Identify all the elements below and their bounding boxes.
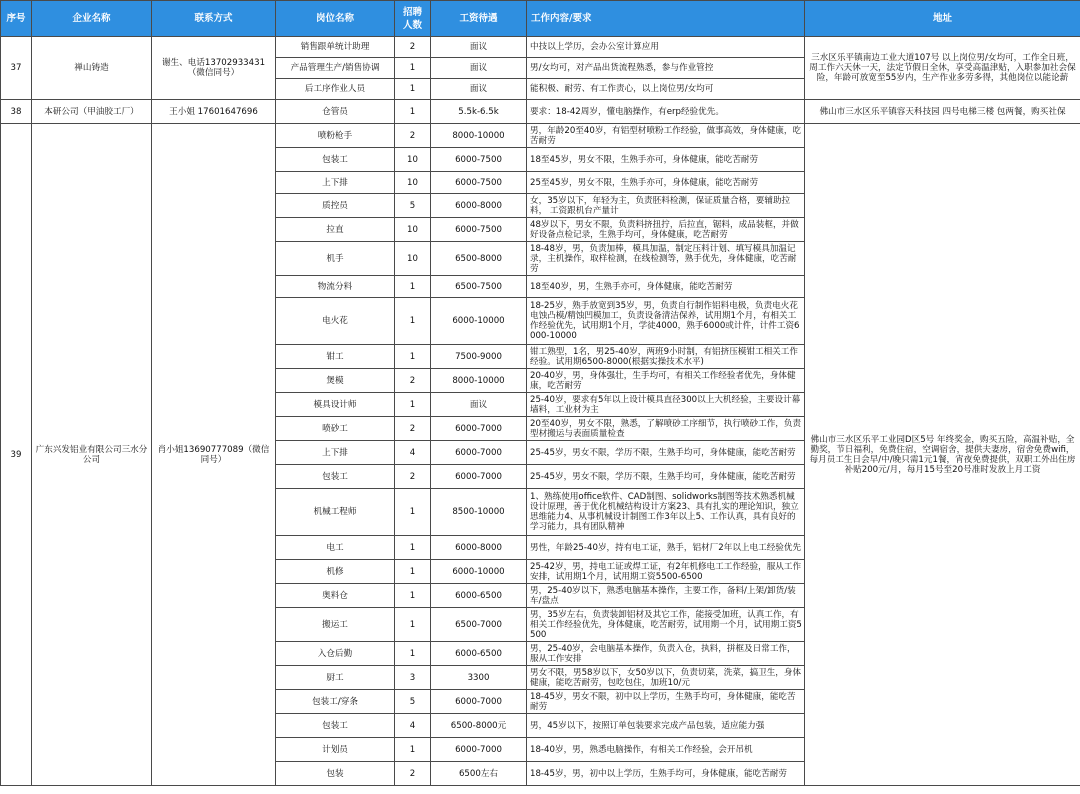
job-salary: 6000-7500	[431, 148, 527, 172]
job-title: 机手	[276, 242, 395, 276]
job-title: 包装工	[276, 148, 395, 172]
job-requirement: 男，25-40岁以下，熟悉电脑基本操作，主要工作，备料/上架/卸货/装车/盘点	[527, 584, 805, 608]
job-count: 1	[395, 608, 431, 642]
header-position: 岗位名称	[276, 1, 395, 37]
job-count: 1	[395, 489, 431, 536]
header-seq: 序号	[1, 1, 32, 37]
job-requirement: 男，25-40岁，会电脑基本操作，负责入仓，执料，拼框及日常工作，服从工作安排	[527, 642, 805, 666]
job-count: 1	[395, 584, 431, 608]
job-requirement: 18至40岁，男，生熟手亦可，身体健康，能吃苦耐劳	[527, 276, 805, 298]
job-salary: 7500-9000	[431, 345, 527, 369]
job-count: 2	[395, 465, 431, 489]
header-salary: 工资待遇	[431, 1, 527, 37]
job-salary: 6500-8000	[431, 242, 527, 276]
company-name: 广东兴发铝业有限公司三水分公司	[32, 124, 152, 786]
job-requirement: 男女不限，男58岁以下，女50岁以下，负责切菜，洗菜，搞卫生，身体健康，能吃苦耐劳，包吃包住，加班10/元	[527, 666, 805, 690]
company-seq: 39	[1, 124, 32, 786]
header-company: 企业名称	[32, 1, 152, 37]
job-count: 1	[395, 560, 431, 584]
job-requirement: 20-40岁，男，身体强壮，生手均可，有相关工作经验者优先，身体健康，吃苦耐劳	[527, 369, 805, 393]
job-title: 产品管理生产/销售协调	[276, 58, 395, 79]
job-requirement: 18-48岁，男，负责加棒，模具加温，制定压料计划、填写模具加温记录，主机操作，取样检测，在线检测等，熟手优先，身体健康，吃苦耐劳	[527, 242, 805, 276]
job-salary: 6000-6500	[431, 584, 527, 608]
job-title: 喷砂工	[276, 417, 395, 441]
job-count: 10	[395, 148, 431, 172]
job-requirement: 25-45岁，男女不限，学历不限，生熟手均可，身体健康，能吃苦耐劳	[527, 441, 805, 465]
job-count: 2	[395, 762, 431, 786]
job-requirement: 18-45岁，男，初中以上学历，生熟手均可，身体健康，能吃苦耐劳	[527, 762, 805, 786]
job-title: 上下排	[276, 441, 395, 465]
job-requirement: 25至45岁，男女不限，生熟手亦可，身体健康，能吃苦耐劳	[527, 172, 805, 194]
job-requirement: 中技以上学历，会办公室计算应用	[527, 37, 805, 58]
job-requirement: 男，35岁左右，负责装卸铝材及其它工作，能接受加班，认真工作，有相关工作经验优先，身体健康，吃苦耐劳，试用期一个月，试用期工资5500	[527, 608, 805, 642]
job-salary: 面议	[431, 58, 527, 79]
job-title: 销售跟单统计助理	[276, 37, 395, 58]
job-title: 包装工	[276, 465, 395, 489]
job-title: 质控员	[276, 194, 395, 218]
job-count: 1	[395, 58, 431, 79]
job-row	[1, 100, 1080, 124]
job-requirement: 18-40岁，男，熟悉电脑操作，有相关工作经验，会开吊机	[527, 738, 805, 762]
job-count: 10	[395, 218, 431, 242]
job-salary: 6500-7500	[431, 276, 527, 298]
job-count: 1	[395, 345, 431, 369]
job-salary: 6000-6500	[431, 642, 527, 666]
company-name: 禅山铸造	[32, 37, 152, 100]
job-salary: 6000-7000	[431, 738, 527, 762]
job-title: 煲模	[276, 369, 395, 393]
company-address: 佛山市三水区乐平工业园D区5号 年终奖金，购买五险，高温补贴，全勤奖，节日福利，免费住宿，空调宿舍，提供夫妻房，宿舍免费wifi，每月员工生日会早/中/晚只需1元1餐，宵夜免费提供，双职工外出住房补贴200元/月，每月15号至20号准时发放上月工资	[805, 124, 1080, 786]
job-count: 1	[395, 298, 431, 345]
header-count: 招聘人数	[395, 1, 431, 37]
job-requirement: 女，35岁以下，年轻为主，负责胚料检测，保证质量合格，要辅助拉料， 工资跟机台产量计	[527, 194, 805, 218]
job-requirement: 能积极、耐劳、有工作责心，以上岗位男/女均可	[527, 79, 805, 100]
job-title: 厨工	[276, 666, 395, 690]
job-count: 2	[395, 417, 431, 441]
job-requirement: 25-45岁，男女不限，学历不限，生熟手均可，身体健康，能吃苦耐劳	[527, 465, 805, 489]
job-title: 包装工/穿条	[276, 690, 395, 714]
job-title: 搬运工	[276, 608, 395, 642]
job-requirement: 18-45岁，男女不限，初中以上学历，生熟手均可，身体健康，能吃苦耐劳	[527, 690, 805, 714]
job-count: 2	[395, 37, 431, 58]
company-contact: 肖小姐13690777089（微信同号）	[152, 124, 276, 786]
job-title: 入仓后勤	[276, 642, 395, 666]
job-title: 物流分料	[276, 276, 395, 298]
job-title: 拉直	[276, 218, 395, 242]
job-title: 包装	[276, 762, 395, 786]
job-salary: 8500-10000	[431, 489, 527, 536]
job-requirement: 20至40岁，男女不限，熟悉，了解喷砂工序细节，执行喷砂工作，负责型材搬运与表面质量检查	[527, 417, 805, 441]
job-salary: 8000-10000	[431, 369, 527, 393]
header-contact: 联系方式	[152, 1, 276, 37]
job-count: 3	[395, 666, 431, 690]
job-title: 奥料仓	[276, 584, 395, 608]
job-requirement: 48岁以下，男女不限，负责料挤扭拧，后拉直，锯料，成品装框，并做好设备点检记录，生熟手均可，身体健康，吃苦耐劳	[527, 218, 805, 242]
job-count: 1	[395, 536, 431, 560]
job-requirement: 25-42岁，男，持电工证或焊工证，有2年机修电工工作经验，服从工作安排，试用期1个月，试用期工资5500-6500	[527, 560, 805, 584]
job-count: 1	[395, 276, 431, 298]
job-count: 2	[395, 369, 431, 393]
job-count: 4	[395, 714, 431, 738]
job-salary: 面议	[431, 393, 527, 417]
job-count: 1	[395, 738, 431, 762]
job-title: 后工序作业人员	[276, 79, 395, 100]
job-title: 电火花	[276, 298, 395, 345]
job-salary: 面议	[431, 79, 527, 100]
job-title: 上下排	[276, 172, 395, 194]
company-address: 三水区乐平镇南边工业大道107号 以上岗位男/女均可，工作全日班，周工作六天休一天，法定节假日全休，享受高温津贴，入职参加社会保险，年龄可放宽至55岁内，生产作业多劳多得，其他岗位以能论薪	[805, 37, 1080, 100]
job-requirement: 男，45岁以下，按照订单包装要求完成产品包装，适应能力强	[527, 714, 805, 738]
company-contact: 王小姐 17601647696	[152, 100, 276, 124]
job-salary: 6000-8000	[431, 536, 527, 560]
company-seq: 38	[1, 100, 32, 124]
job-title: 钳工	[276, 345, 395, 369]
company-seq: 37	[1, 37, 32, 100]
header-address: 地址	[805, 1, 1080, 37]
job-salary: 3300	[431, 666, 527, 690]
job-title: 电工	[276, 536, 395, 560]
job-count: 2	[395, 124, 431, 148]
job-requirement: 25-40岁，要求有5年以上设计模具直径300以上大机经验，主要设计幕墙料，工业材为主	[527, 393, 805, 417]
job-salary: 6000-7000	[431, 417, 527, 441]
job-salary: 6000-8000	[431, 194, 527, 218]
job-salary: 6000-7000	[431, 441, 527, 465]
job-salary: 8000-10000	[431, 124, 527, 148]
job-salary: 6500左右	[431, 762, 527, 786]
job-count: 5	[395, 690, 431, 714]
job-count: 1	[395, 393, 431, 417]
job-count: 4	[395, 441, 431, 465]
job-salary: 6000-7500	[431, 218, 527, 242]
company-name: 本研公司（甲油胶工厂）	[32, 100, 152, 124]
job-requirement: 1、熟练使用office软件、CAD制图、solidworks制图等技术熟悉机械设计原理，善于优化机械结构设计方案23、具有扎实的理论知识，独立思维能力4、从事机械设计制图工作3年以上5、工作认真，具有良好的学习能力，具有团队精神	[527, 489, 805, 536]
job-title: 包装工	[276, 714, 395, 738]
job-salary: 6500-7000	[431, 608, 527, 642]
header-row	[1, 1, 1080, 37]
header-requirement: 工作内容/要求	[527, 1, 805, 37]
job-requirement: 男/女均可，对产品出货流程熟悉，参与作业管控	[527, 58, 805, 79]
job-row	[1, 124, 1080, 148]
job-requirement: 男，年龄20至40岁，有铝型材喷粉工作经验，做事高效，身体健康，吃苦耐劳	[527, 124, 805, 148]
job-requirement: 钳工熟型，1名，男25-40岁，两班9小时制，有铝挤压模钳工相关工作经验。试用期6500-8000(根据实操技术水平)	[527, 345, 805, 369]
job-title: 模具设计师	[276, 393, 395, 417]
job-count: 1	[395, 100, 431, 124]
job-title: 机械工程师	[276, 489, 395, 536]
job-title: 喷粉枪手	[276, 124, 395, 148]
job-salary: 面议	[431, 37, 527, 58]
job-salary: 6000-7000	[431, 690, 527, 714]
job-row	[1, 37, 1080, 58]
job-salary: 6000-7000	[431, 465, 527, 489]
company-contact: 谢生、电话13702933431（微信同号）	[152, 37, 276, 100]
job-salary: 6000-7500	[431, 172, 527, 194]
job-count: 10	[395, 172, 431, 194]
job-count: 10	[395, 242, 431, 276]
job-salary: 6000-10000	[431, 298, 527, 345]
job-title: 计划员	[276, 738, 395, 762]
company-address: 佛山市三水区乐平镇容天科技园 四号电梯三楼 包两餐，购买社保	[805, 100, 1080, 124]
job-count: 1	[395, 79, 431, 100]
job-title: 仓管员	[276, 100, 395, 124]
job-count: 5	[395, 194, 431, 218]
job-requirement: 18至45岁，男女不限，生熟手亦可，身体健康，能吃苦耐劳	[527, 148, 805, 172]
job-requirement: 要求：18-42周岁，懂电脑操作，有erp经验优先。	[527, 100, 805, 124]
job-salary: 5.5k-6.5k	[431, 100, 527, 124]
job-title: 机修	[276, 560, 395, 584]
job-salary: 6500-8000元	[431, 714, 527, 738]
job-requirement: 男性，年龄25-40岁，持有电工证，熟手，铝材厂2年以上电工经验优先	[527, 536, 805, 560]
job-salary: 6000-10000	[431, 560, 527, 584]
job-count: 1	[395, 642, 431, 666]
job-requirement: 18-25岁，熟手放宽到35岁，男，负责自行制作铝料电极，负责电火花电蚀凸模/精蚀凹模加工，负责设备清洁保养，试用期1个月，有相关工作经验优先，试用期1个月，学徒4000，熟手6000或计件，计件工资6000-10000	[527, 298, 805, 345]
